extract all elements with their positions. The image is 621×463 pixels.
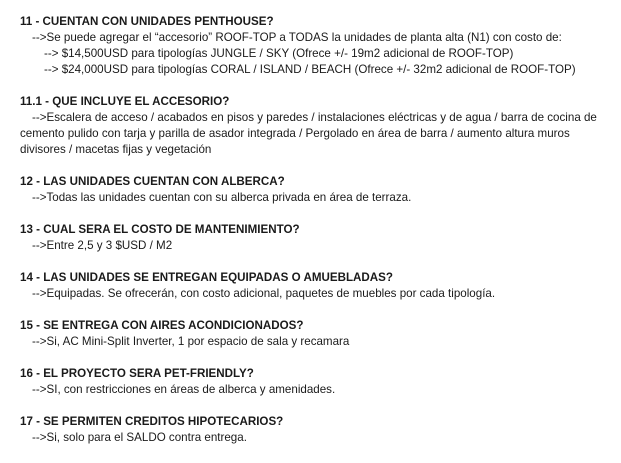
faq-question: 12 - LAS UNIDADES CUENTAN CON ALBERCA?: [20, 175, 285, 188]
faq-item-11: [20, 14, 616, 78]
faq-answer: -->Equipadas. Se ofrecerán, con costo adicional, paquetes de muebles por cada tipología.: [32, 287, 496, 300]
faq-question: 15 - SE ENTREGA CON AIRES ACONDICIONADOS?: [20, 319, 304, 332]
spacer: [20, 78, 616, 94]
faq-answer: -->Todas las unidades cuentan con su alberca privada en área de terraza.: [32, 191, 412, 204]
faq-item-11-1: [20, 94, 616, 158]
faq-question: 16 - EL PROYECTO SERA PET-FRIENDLY?: [20, 367, 254, 380]
faq-item-15: [20, 318, 616, 350]
faq-answer: -->Si, AC Mini-Split Inverter, 1 por espacio de sala y recamara: [32, 335, 350, 348]
faq-answer: -->Entre 2,5 y 3 $USD / M2: [32, 239, 173, 252]
faq-question: 13 - CUAL SERA EL COSTO DE MANTENIMIENTO?: [20, 223, 300, 236]
spacer: [20, 302, 616, 318]
faq-item-12: [20, 174, 616, 206]
faq-question: 17 - SE PERMITEN CREDITOS HIPOTECARIOS?: [20, 415, 284, 428]
spacer: [20, 398, 616, 414]
faq-item-16: [20, 366, 616, 398]
faq-document: [20, 14, 616, 446]
faq-question: 11.1 - QUE INCLUYE EL ACCESORIO?: [20, 95, 230, 108]
faq-answer: -->Escalera de acceso / acabados en pisos y paredes / instalaciones eléctricas y de agua / barra de cocina de cemento pulido con tarja y parilla de asador integrada / Pergolado en área de barra / aumento altura muros divisores / macetas fijas y vegetación: [20, 111, 597, 156]
spacer: [20, 206, 616, 222]
faq-item-14: [20, 270, 616, 302]
spacer: [20, 158, 616, 174]
spacer: [20, 254, 616, 270]
faq-answer-line: -->Se puede agregar el “accesorio” ROOF-TOP a TODAS la unidades de planta alta (N1) con costo de:: [32, 31, 562, 44]
faq-item-17: [20, 414, 616, 446]
faq-item-13: [20, 222, 616, 254]
faq-question: 14 - LAS UNIDADES SE ENTREGAN EQUIPADAS O AMUEBLADAS?: [20, 271, 393, 284]
faq-answer-line: --> $14,500USD para tipologías JUNGLE / SKY (Ofrece +/- 19m2 adicional de ROOF-TOP): [44, 47, 514, 60]
spacer: [20, 350, 616, 366]
faq-question: 11 - CUENTAN CON UNIDADES PENTHOUSE?: [20, 15, 274, 28]
faq-answer-line: --> $24,000USD para tipologías CORAL / ISLAND / BEACH (Ofrece +/- 32m2 adicional de ROOF-TOP): [44, 63, 576, 76]
faq-answer: -->Si, solo para el SALDO contra entrega.: [32, 431, 247, 444]
faq-answer: -->SI, con restricciones en áreas de alberca y amenidades.: [32, 383, 336, 396]
